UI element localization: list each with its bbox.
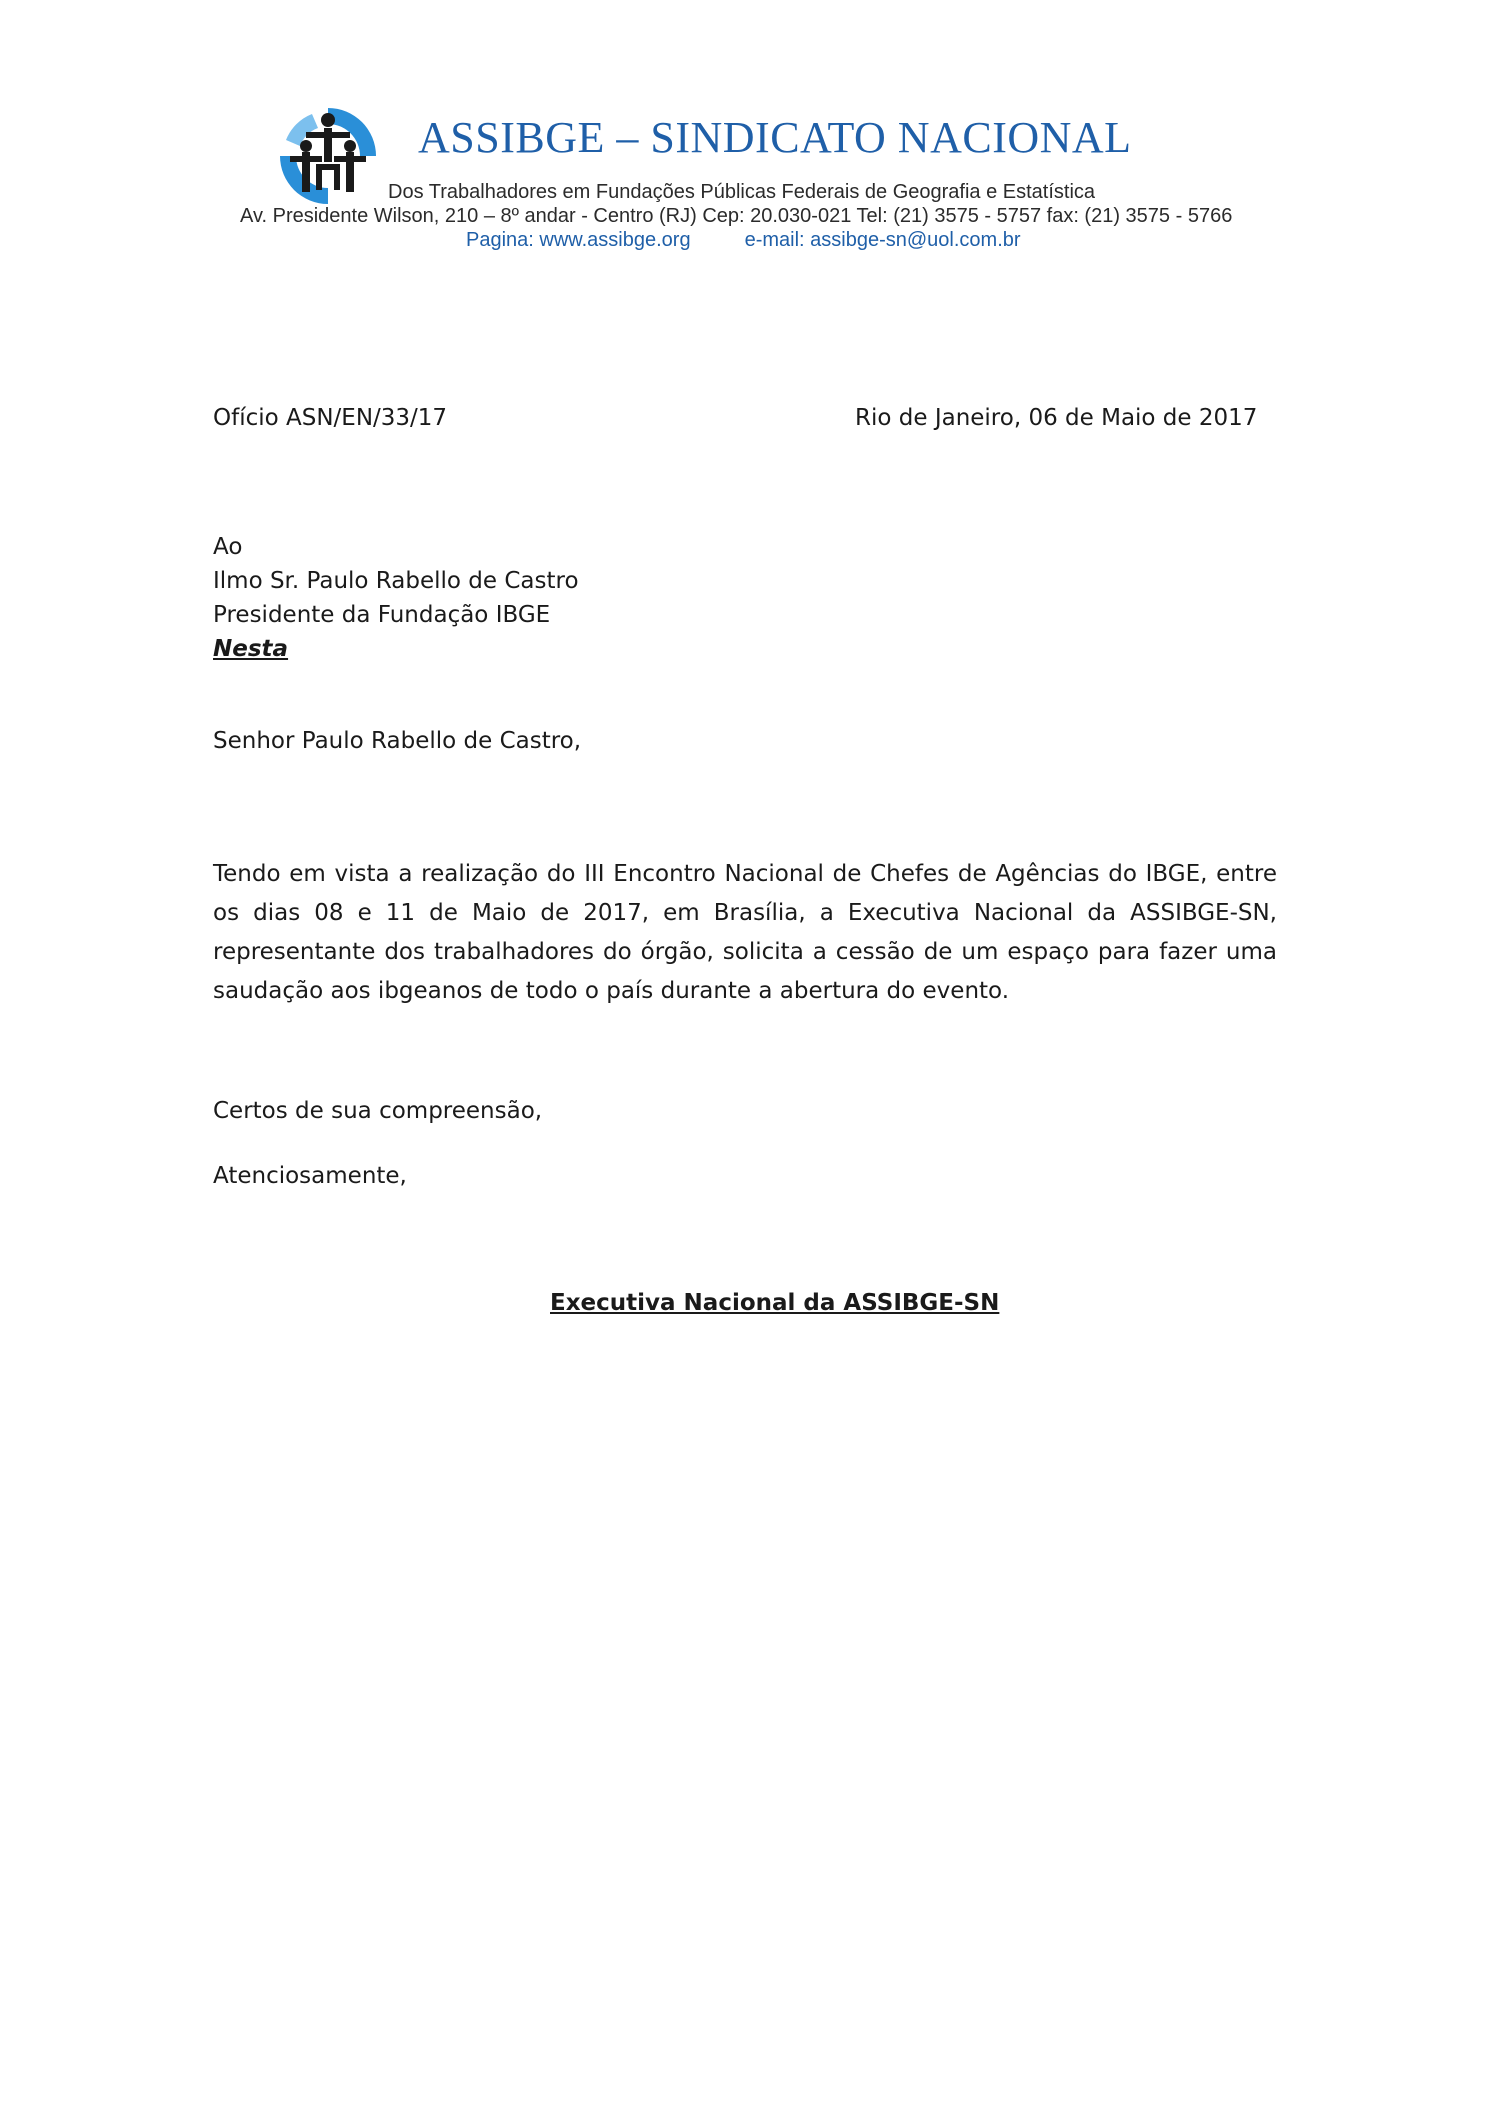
recipient-location: Nesta: [213, 636, 289, 662]
org-email[interactable]: e-mail: assibge-sn@uol.com.br: [744, 229, 1021, 251]
body-paragraph: Tendo em vista a realização do III Encontro Nacional de Chefes de Agências do IBGE, entre os dias 08 e 11 de Maio de 2017, em Brasília, a Executiva Nacional da ASSIBGE-SN, representante dos trabalhadores do órgão, solicita a cessão de um espaço para fazer uma saudação aos ibgeanos de todo o país durante a abertura do evento.: [213, 861, 1277, 1004]
salutation: Senhor Paulo Rabello de Castro,: [213, 728, 582, 754]
signature: Executiva Nacional da ASSIBGE-SN: [550, 1290, 1000, 1316]
closing-line: Certos de sua compreensão,: [213, 1098, 543, 1124]
place-date: Rio de Janeiro, 06 de Maio de 2017: [855, 405, 1258, 431]
org-website[interactable]: Pagina: www.assibge.org: [466, 229, 691, 251]
recipient-title: Presidente da Fundação IBGE: [213, 602, 551, 628]
org-title: ASSIBGE – SINDICATO NACIONAL: [418, 113, 1132, 162]
recipient-name: Ilmo Sr. Paulo Rabello de Castro: [213, 568, 579, 594]
org-contacts: [466, 229, 1021, 252]
org-address: Av. Presidente Wilson, 210 – 8º andar - Centro (RJ) Cep: 20.030-021 Tel: (21) 3575 - 5757 fax: (21) 3575 - 5766: [240, 205, 1233, 227]
document-reference: Ofício ASN/EN/33/17: [213, 405, 448, 431]
closing-regards: Atenciosamente,: [213, 1163, 407, 1189]
union-figures-logo: [276, 104, 380, 206]
org-subtitle: Dos Trabalhadores em Fundações Públicas Federais de Geografia e Estatística: [388, 181, 1096, 203]
recipient-line: Ao: [213, 534, 243, 560]
recipient-block: [213, 530, 579, 666]
